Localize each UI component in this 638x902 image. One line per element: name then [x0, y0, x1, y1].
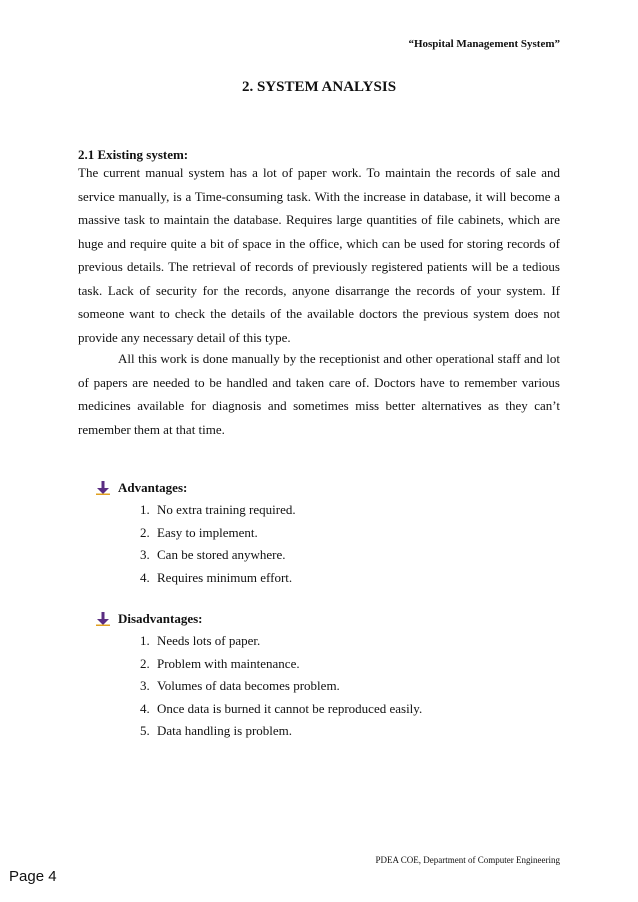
paragraph-1: The current manual system has a lot of paper work. To maintain the records of sale and service manually, is a Time-consuming task. With the increase in database, it will become a massive task to maintain the database. Requires large quantities of file cabinets, which are huge and require quite a bit of space in the office, which can be used for storing records of previous details. The retrieval of records of previously registered patients will be a tedious task. Lack of security for the records, anyone disarrange the records of your system. If someone want to check the details of the available doctors the previous system does not provide any necessary detail of this type.	[78, 165, 560, 345]
list-item: 4. Once data is burned it cannot be reproduced easily.	[153, 698, 422, 721]
list-item: 1. No extra training required.	[153, 499, 296, 522]
list-item: 3. Can be stored anywhere.	[153, 544, 296, 567]
paragraph-2: All this work is done manually by the receptionist and other operational staff and lot of papers are needed to be handled and taken care of. Doctors have to remember various medicines available for diagnosis and sometimes miss better alternatives as they can’t remember them at that time.	[78, 351, 560, 437]
list-item: 2. Easy to implement.	[153, 522, 296, 545]
disadvantages-heading	[96, 611, 203, 627]
running-header: “Hospital Management System”	[408, 38, 560, 50]
advantages-list	[113, 499, 296, 589]
running-footer: PDEA COE, Department of Computer Engineering	[375, 855, 560, 865]
bullet-arrow-icon	[96, 481, 110, 495]
bullet-arrow-icon	[96, 612, 110, 626]
page-number: Page 4	[9, 868, 57, 885]
disadvantages-list	[113, 630, 422, 743]
list-item: 2. Problem with maintenance.	[153, 653, 422, 676]
list-item: 3. Volumes of data becomes problem.	[153, 675, 422, 698]
list-item: 4. Requires minimum effort.	[153, 567, 296, 590]
disadvantages-label: Disadvantages:	[118, 611, 203, 626]
advantages-heading	[96, 480, 187, 496]
list-item: 1. Needs lots of paper.	[153, 630, 422, 653]
advantages-label: Advantages:	[118, 480, 188, 495]
page-title: 2. SYSTEM ANALYSIS	[241, 79, 397, 95]
section-heading: 2.1 Existing system:	[78, 147, 189, 162]
list-item: 5. Data handling is problem.	[153, 720, 422, 743]
